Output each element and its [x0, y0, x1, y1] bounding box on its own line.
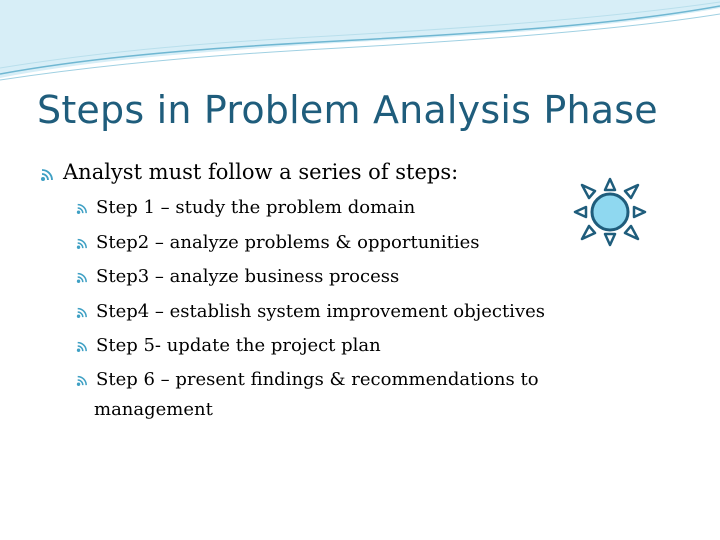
wifi-arc-bullet-icon	[76, 339, 93, 353]
wifi-arc-bullet-icon	[76, 270, 93, 284]
step-text-continuation: management	[94, 399, 213, 420]
step-item	[76, 298, 545, 326]
main-bullet-text: Analyst must follow a series of steps:	[63, 160, 459, 184]
main-bullet	[40, 160, 458, 184]
wifi-arc-bullet-icon	[40, 166, 60, 182]
wifi-arc-bullet-icon	[76, 305, 93, 319]
step-item	[76, 263, 399, 291]
step-text: Step4 – establish system improvement objectives	[96, 301, 545, 322]
wifi-arc-bullet-icon	[76, 201, 93, 215]
step-text: Step 6 – present findings & recommendations to	[96, 369, 539, 390]
step-text: Step 5- update the project plan	[96, 335, 381, 356]
wifi-arc-bullet-icon	[76, 373, 93, 387]
step-item	[76, 366, 539, 394]
step-text: Step 1 – study the problem domain	[96, 197, 416, 218]
step-item	[76, 332, 381, 360]
wifi-arc-bullet-icon	[76, 236, 93, 250]
step-item	[76, 194, 415, 222]
sun-icon	[572, 176, 648, 248]
step-text: Step2 – analyze problems & opportunities	[96, 232, 480, 253]
slide-title: Steps in Problem Analysis Phase	[37, 88, 658, 132]
header-wave-decoration	[0, 0, 720, 90]
step-text: Step3 – analyze business process	[96, 266, 400, 287]
step-item	[76, 229, 480, 257]
